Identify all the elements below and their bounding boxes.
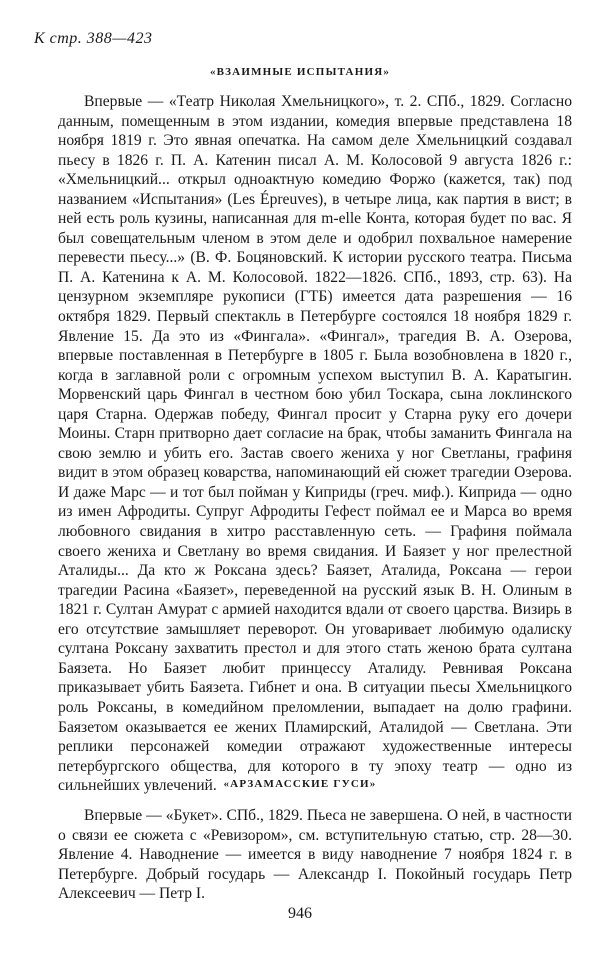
section-body-arzamasskie-gusi [58,806,572,904]
section-title-vzaimnye-ispytaniya: «ВЗАИМНЫЕ ИСПЫТАНИЯ» [209,66,391,78]
paragraph: Впервые — «Букет». СПб., 1829. Пьеса не завершена. О ней, в частности о связи ее сюжета с «Ревизором», см. вступительную статью, стр. 28—30. Явление 4. Наводнение — имеется в виду наводнение 7 ноября 1824 г. в Петербурге. Добрый государь — Александр I. Покойный государь Петр Алексеевич — Петр I. [58,807,572,903]
section-body-vzaimnye-ispytaniya [58,92,572,796]
section-title-arzamasskie-gusi: «АРЗАМАССКИЕ ГУСИ» [223,778,377,790]
page-reference: К стр. 388—423 [34,30,153,47]
page-number: 946 [288,905,312,922]
paragraph: Впервые — «Театр Николая Хмельницкого», т. 2. СПб., 1829. Согласно данным, помещенным в этом издании, комедия впервые представлена 18 ноября 1819 г. Это явная опечатка. На самом деле Хмельницкий создавал пьесу в 1826 г. П. А. Катенин писал А. М. Колосовой 9 августа 1826 г.: «Хмельницкий... открыл одноактную комедию Форжо (кажется, так) под названием «Испытания» (Les Épreuves), в четыре лица, как партия в вист; в ней есть роль кузины, написанная для m-elle Конта, которая будет по вас. Я был совещательным членом в этом деле и одобрил похвальное намерение перевести пьесу...» (В. Ф. Боцяновский. К истории русского театра. Письма П. А. Катенина к А. М. Колосовой. 1822—1826. СПб., 1893, стр. 63). На цензурном экземпляре рукописи (ГТБ) имеется дата разрешения — 16 октября 1829. Первый спектакль в Петербурге состоялся 18 ноября 1829 г. Явление 15. Да это из «Фингала». «Фингал», трагедия В. А. Озерова, впервые поставленная в Петербурге в 1805 г. Была возобновлена в 1820 г., когда в заглавной роли с огромным успехом выступил В. А. Каратыгин. Морвенский царь Фингал в честном бою убил Тоскара, сына локлинского царя Старна. Одержав победу, Фингал просит у Старна руку его дочери Моины. Старн притворно дает согласие на брак, чтобы заманить Фингала на свою землю и убить его. Застав своего жениха у ног Светланы, графиня видит в этом образец коварства, напоминающий ей сюжет трагедии Озерова. И даже Марс — и тот был пойман у Киприды (греч. миф.). Киприда — одно из имен Афродиты. Супруг Афродиты Гефест поймал ее и Марса во время любовного свидания в хитро расставленную сеть. — Графиня поймала своего жениха и Светлану во время свидания. И Баязет у ног прелестной Аталиды... Да кто ж Роксана здесь? Баязет, Аталида, Роксана — герои трагедии Расина «Баязет», переведенной на русский язык В. Н. Олиным в 1821 г. Султан Амурат с армией находится вдали от своего царства. Визирь в его отсутствие замышляет переворот. Он уговаривает любимую одалиску султана Роксану захватить престол и для этого стать женою брата султана Баязета. Но Баязет любит принцессу Аталиду. Ревнивая Роксана приказывает убить Баязета. Гибнет и она. В ситуации пьесы Хмельницкого роль Роксаны, в комедийном преломлении, выпадает на долю графини. Баязетом оказывается ее жених Пламирский, Аталидой — Светлана. Эти реплики персонажей комедии отражают художественные интересы петербургского общества, для которого в ту эпоху театр — одно из сильнейших увлечений. [58,93,572,795]
